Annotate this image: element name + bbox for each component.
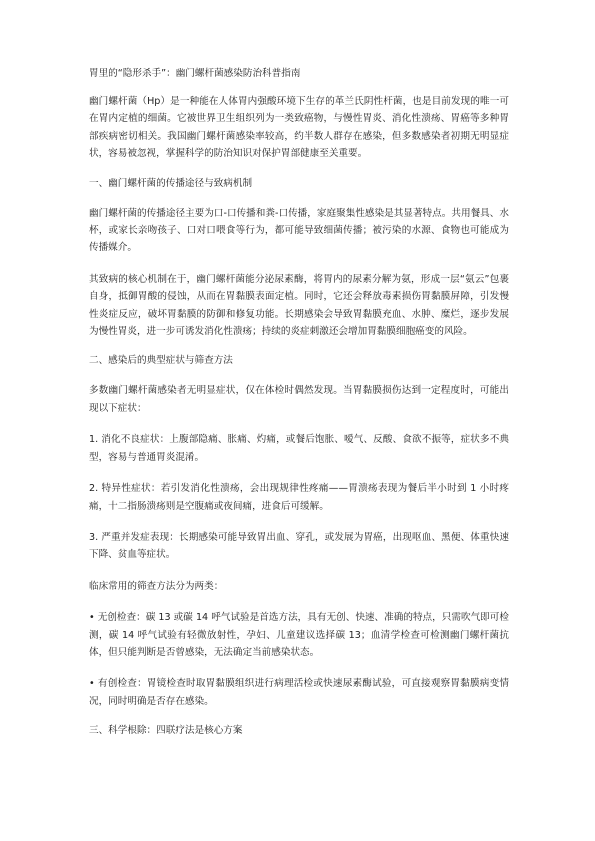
screening-item-invasive: • 有创检查：胃镜检查时取胃黏膜组织进行病理活检或快速尿素酶试验，可直接观察胃黏膜病变情况，同时明确是否存在感染。 — [89, 678, 509, 707]
symptom-item-dyspepsia: 1. 消化不良症状：上腹部隐痛、胀痛、灼痛，或餐后饱胀、嗳气、反酸、食欲不振等，症状多不典型，容易与普通胃炎混淆。 — [89, 434, 509, 463]
document-title: 胃里的“隐形杀手”：幽门螺杆菌感染防治科普指南 — [89, 68, 301, 79]
transmission-paragraph: 幽门螺杆菌的传播途径主要为口-口传播和粪-口传播，家庭聚集性感染是其显著特点。共用餐具、水杯，或家长亲吻孩子、口对口喂食等行为，都可能导致细菌传播；被污染的水源、食物也可能成为传播媒介。 — [89, 207, 509, 254]
symptom-item-complications: 3. 严重并发症表现：长期感染可能导致胃出血、穿孔，或发展为胃癌，出现呕血、黑便、体重快速下降、贫血等症状。 — [89, 531, 509, 561]
screening-intro-paragraph: 临床常用的筛查方法分为两类： — [89, 580, 224, 592]
section-heading-treatment: 三、科学根除：四联疗法是核心方案 — [89, 725, 243, 737]
symptom-item-specific: 2. 特异性症状：若引发消化性溃疡，会出现规律性疼痛——胃溃疡表现为餐后半小时到 1 小时疼痛，十二指肠溃疡则是空腹痛或夜间痛，进食后可缓解。 — [89, 483, 509, 512]
symptoms-intro-paragraph: 多数幽门螺杆菌感染者无明显症状，仅在体检时偶然发现。当胃黏膜损伤达到一定程度时，可能出现以下症状： — [89, 385, 509, 414]
document-page — [89, 67, 509, 752]
mechanism-paragraph: 其致病的核心机制在于，幽门螺杆菌能分泌尿素酶，将胃内的尿素分解为氨，形成一层“氨云”包裹自身，抵御胃酸的侵蚀，从而在胃黏膜表面定植。同时，它还会释放毒素损伤胃黏膜屏障，引发慢性炎症反应，破坏胃黏膜的防御和修复功能。长期感染会导致胃黏膜充血、水肿、糜烂，逐步发展为慢性胃炎，进一步可诱发消化性溃疡；持续的炎症刺激还会增加胃黏膜细胞癌变的风险。 — [89, 273, 509, 338]
section-heading-transmission: 一、幽门螺杆菌的传播途径与致病机制 — [89, 177, 253, 189]
intro-paragraph: 幽门螺杆菌（Hp）是一种能在人体胃内强酸环境下生存的革兰氏阴性杆菌，也是目前发现的唯一可在胃内定植的细菌。它被世界卫生组织列为一类致癌物，与慢性胃炎、消化性溃疡、胃癌等多种胃部疾病密切相关。我国幽门螺杆菌感染率较高，约半数人群存在感染，但多数感染者初期无明显症状，容易被忽视，掌握科学的防治知识对保护胃部健康至关重要。 — [89, 96, 509, 160]
section-heading-symptoms: 二、感染后的典型症状与筛查方法 — [89, 355, 233, 367]
screening-item-noninvasive: • 无创检查：碳 13 或碳 14 呼气试验是首选方法，具有无创、快速、准确的特点，只需吹气即可检测，碳 14 呼气试验有轻微放射性，孕妇、儿童建议选择碳 13；血清学检查可检测幽门螺杆菌抗体，但只能判断是否曾感染，无法确定当前感染状态。 — [89, 612, 509, 658]
